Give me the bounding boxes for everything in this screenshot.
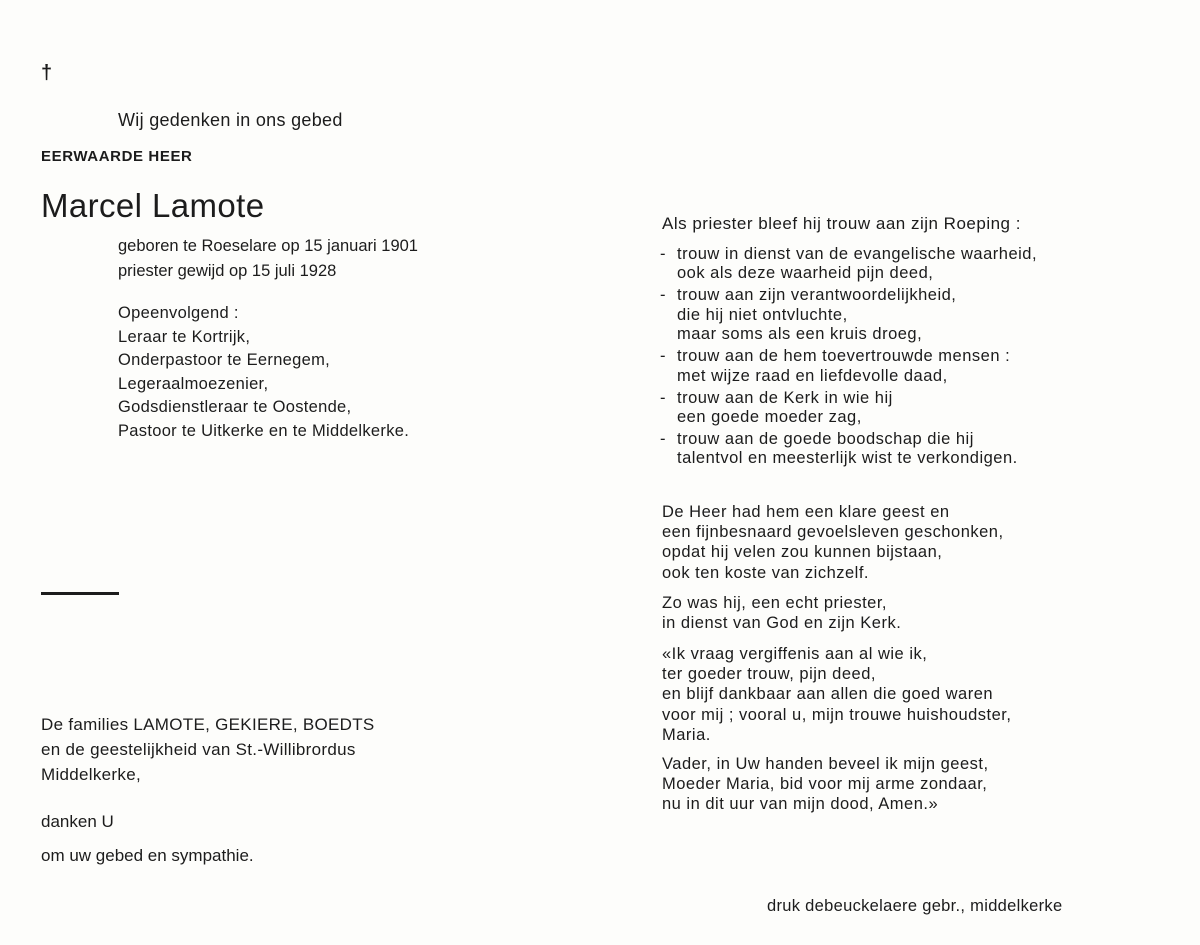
career-item: Leraar te Kortrijk, [118,327,251,346]
families-line: De families LAMOTE, GEKIERE, BOEDTS [41,715,375,734]
deceased-name: Marcel Lamote [41,187,265,224]
dates-block [118,234,418,284]
printer-credit: druk debeuckelaere gebr., middelkerke [767,897,1063,915]
vocation-line: trouw aan de Kerk in wie hij [677,388,893,407]
vocation-line: trouw aan zijn verantwoordelijkheid, [677,286,957,305]
paragraph-line: opdat hij velen zou kunnen bijstaan, [662,543,943,562]
bullet-dash: - [660,347,666,366]
career-item: Pastoor te Uitkerke en te Middelkerke. [118,421,410,440]
paragraph-line: en blijf dankbaar aan allen die goed waren [662,685,994,704]
cross-symbol: † [41,62,53,84]
vocation-item [660,389,1037,428]
bullet-dash: - [660,245,666,263]
vocation-line: trouw aan de hem toevertrouwde mensen : [677,347,1011,366]
paragraph-line: Maria. [662,725,711,744]
vocation-line: talentvol en meesterlijk wist te verkondigen. [677,449,1018,468]
vocation-item [660,430,1037,469]
vocation-line: ook als deze waarheid pijn deed, [677,264,934,283]
vocation-heading: Als priester bleef hij trouw aan zijn Roeping : [662,214,1021,233]
career-item: Onderpastoor te Eernegem, [118,351,331,369]
career-heading: Opeenvolgend : [118,304,239,322]
vocation-line: trouw in dienst van de evangelische waarheid, [677,245,1038,263]
honorific-title: EERWAARDE HEER [41,148,193,165]
ordination-line: priester gewijd op 15 juli 1928 [118,262,337,280]
birth-line: geboren te Roeselare op 15 januari 1901 [118,237,418,255]
closing-line: om uw gebed en sympathie. [41,846,254,865]
paragraph-line: De Heer had hem een klare geest en [662,503,950,521]
paragraph-line: nu in dit uur van mijn dood, Amen.» [662,795,939,814]
bullet-dash: - [660,286,666,305]
vocation-line: een goede moeder zag, [677,408,862,427]
divider-rule [41,592,119,595]
career-item: Legeraalmoezenier, [118,374,269,393]
right-page [600,0,1200,945]
paragraph-line: Moeder Maria, bid voor mij arme zondaar, [662,775,988,794]
paragraph-line: Zo was hij, een echt priester, [662,594,888,612]
prayer-paragraph [662,754,989,815]
career-block [118,302,409,443]
families-line: en de geestelijkheid van St.-Willibrordus [41,740,356,759]
families-block [41,712,375,787]
vocation-item [660,245,1037,284]
paragraph-line: ook ten koste van zichzelf. [662,563,870,582]
career-item: Godsdienstleraar te Oostende, [118,398,352,416]
families-line: Middelkerke, [41,765,141,784]
paragraph-line: Vader, in Uw handen beveel ik mijn geest, [662,755,989,773]
paragraph-line: «Ik vraag vergiffenis aan al wie ik, [662,645,928,663]
bullet-dash: - [660,388,666,407]
vocation-list [660,245,1037,471]
gifts-paragraph [662,502,1004,583]
vocation-line: met wijze raad en liefdevolle daad, [677,366,948,385]
vocation-line: die hij niet ontvluchte, [677,305,848,324]
intro-text: Wij gedenken in ons gebed [118,110,343,130]
priest-paragraph [662,593,901,633]
forgiveness-paragraph [662,644,1011,745]
paragraph-line: in dienst van God en zijn Kerk. [662,614,902,633]
paragraph-line: een fijnbesnaard gevoelsleven geschonken, [662,523,1004,542]
vocation-item [660,286,1037,344]
vocation-line: trouw aan de goede boodschap die hij [677,430,974,449]
paragraph-line: ter goeder trouw, pijn deed, [662,665,876,684]
bullet-dash: - [660,430,666,449]
paragraph-line: voor mij ; vooral u, mijn trouwe huishoudster, [662,705,1012,724]
vocation-item [660,347,1037,386]
vocation-line: maar soms als een kruis droeg, [677,325,923,344]
thanks-line: danken U [41,812,114,831]
